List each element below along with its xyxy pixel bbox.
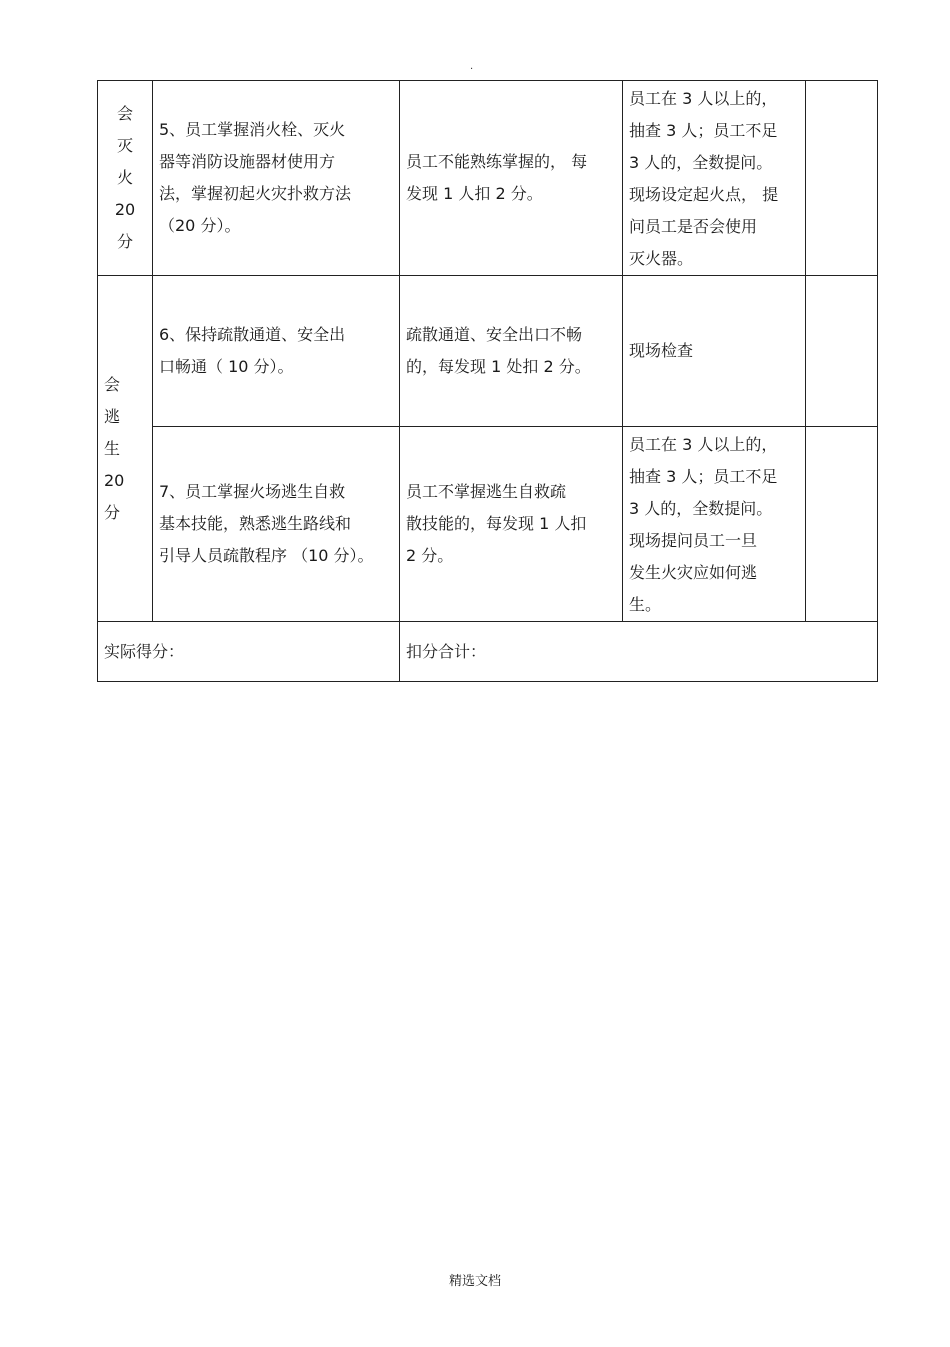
category-char: 灭 [116, 136, 133, 155]
table-row [98, 276, 878, 427]
category-char: 火 [116, 168, 133, 187]
fire-safety-score-table [97, 80, 878, 682]
category-cell-escape [98, 276, 153, 622]
score-cell [806, 276, 878, 427]
category-char: 生 [104, 438, 121, 458]
deduction-cell: 疏散通道、安全出口不畅 的，每发现 1 处扣 2 分。 [400, 276, 623, 427]
method-cell: 员工在 3 人以上的， 抽查 3 人；员工不足 3 人的，全数提问。 现场设定起火点， 提 问员工是否会使用 灭火器。 [623, 81, 806, 276]
category-char: 逃 [104, 406, 121, 426]
category-char: 会 [104, 374, 121, 394]
actual-score-label: 实际得分： [98, 622, 400, 682]
category-char: 会 [116, 104, 133, 123]
item-cell: 6、保持疏散通道、安全出 口畅通（ 10 分）。 [153, 276, 400, 427]
item-cell: 7、员工掌握火场逃生自救 基本技能，熟悉逃生路线和 引导人员疏散程序 （10 分）。 [153, 427, 400, 622]
score-cell [806, 427, 878, 622]
header-mark: . [470, 61, 474, 72]
table-row [98, 427, 878, 622]
table-row [98, 81, 878, 276]
method-cell: 现场检查 [623, 276, 806, 427]
deduction-cell: 员工不能熟练掌握的， 每 发现 1 人扣 2 分。 [400, 81, 623, 276]
footer-text: 精选文档 [448, 1274, 501, 1289]
item-cell: 5、员工掌握消火栓、灭火 器等消防设施器材使用方 法，掌握初起火灾扑救方法 （20 分）。 [153, 81, 400, 276]
category-char: 20 [104, 470, 125, 490]
deduction-cell: 员工不掌握逃生自救疏 散技能的，每发现 1 人扣 2 分。 [400, 427, 623, 622]
category-char: 20 [114, 200, 136, 219]
summary-row [98, 622, 878, 682]
score-cell [806, 81, 878, 276]
deduction-total-label: 扣分合计： [400, 622, 878, 682]
category-cell-fire [98, 81, 153, 276]
category-char: 分 [116, 232, 133, 251]
method-cell: 员工在 3 人以上的， 抽查 3 人；员工不足 3 人的，全数提问。 现场提问员工一旦 发生火灾应如何逃 生。 [623, 427, 806, 622]
category-char: 分 [104, 502, 121, 522]
